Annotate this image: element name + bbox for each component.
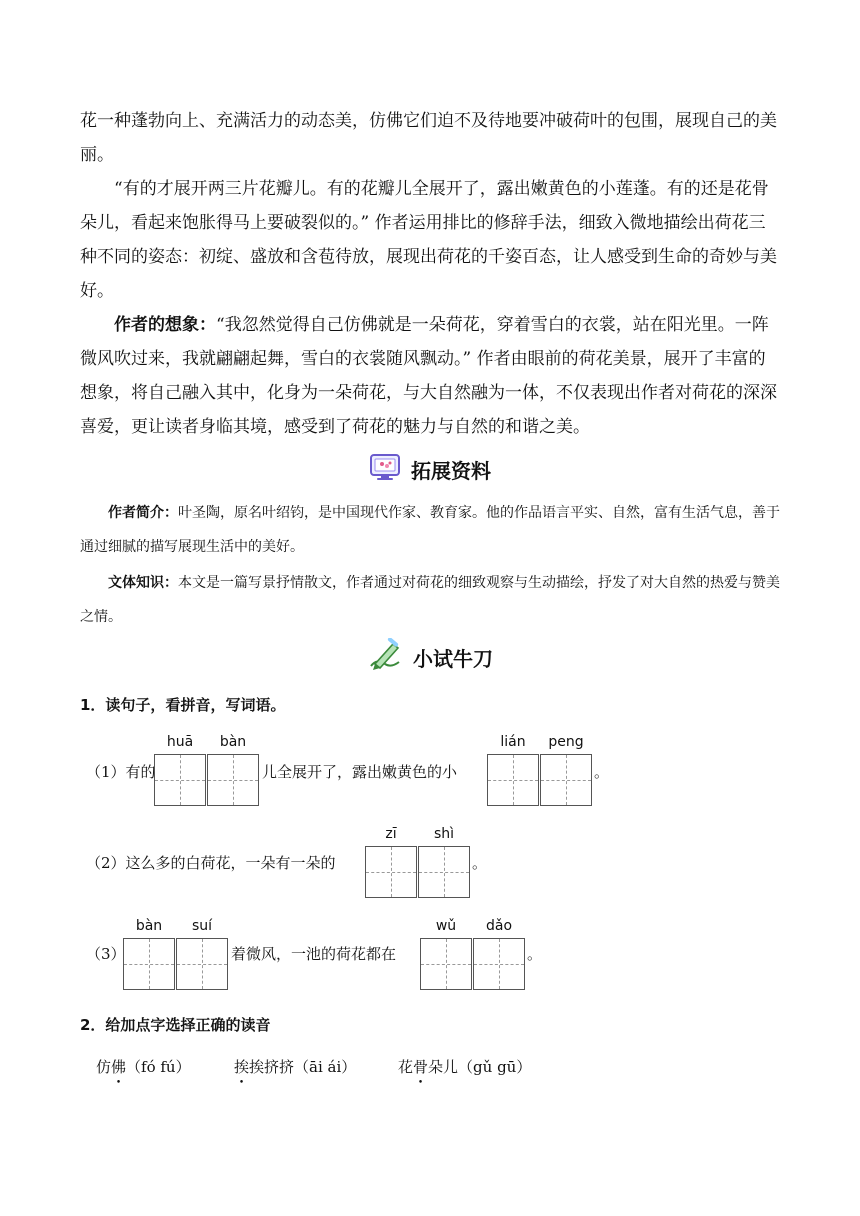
try-section-header	[0, 638, 860, 676]
writing-box[interactable]	[540, 754, 592, 806]
writing-box[interactable]	[207, 754, 259, 806]
pinyin: shì	[433, 826, 455, 842]
paragraph-1: 花一种蓬勃向上、充满活力的动态美，仿佛它们迫不及待地要冲破荷叶的包围，展现自己的美丽。	[80, 111, 777, 165]
writing-box[interactable]	[420, 938, 472, 990]
pinyin-options[interactable]: （fó fú）	[126, 1058, 191, 1076]
author-label: 作者简介：	[108, 505, 178, 521]
author-intro	[80, 496, 780, 564]
paragraph-3	[80, 308, 780, 444]
genre-knowledge	[80, 566, 780, 634]
sentence-1-middle: 儿全展开了，露出嫩黄色的小	[262, 763, 458, 781]
writing-box[interactable]	[418, 846, 470, 898]
imagination-text: “我忽然觉得自己仿佛就是一朵荷花，穿着雪白的衣裳，站在阳光里。一阵微风吹过来，我就翩翩起舞，雪白的衣裳随风飘动。” 作者由眼前的荷花美景，展开了丰富的想象，将自己融入其中，化身为一朵荷花，与大自然融为一体，不仅表现出作者对荷花的深深喜爱，更让读者身临其境，感受到了荷花的魅力与自然的和谐之美。	[80, 315, 777, 437]
sentence-3-middle: 着微风，一池的荷花都在	[231, 945, 397, 963]
word-choice-3	[398, 1056, 531, 1077]
sentence-3-start: （3）	[86, 945, 126, 963]
dotted-character: 骨	[413, 1058, 429, 1076]
word-text: 花	[398, 1058, 414, 1076]
extend-section-title: 拓展资料	[411, 458, 491, 483]
pinyin: dǎo	[485, 918, 513, 934]
dotted-character: 挨	[234, 1058, 250, 1076]
pinyin: bàn	[135, 918, 163, 934]
writing-box[interactable]	[487, 754, 539, 806]
word-text: 仿	[96, 1058, 112, 1076]
pinyin: suí	[191, 918, 213, 934]
computer-icon	[369, 452, 401, 486]
genre-text: 本文是一篇写景抒情散文，作者通过对荷花的细致观察与生动描绘，抒发了对大自然的热爱与赞美之情。	[80, 575, 780, 625]
writing-box[interactable]	[123, 938, 175, 990]
pinyin: lián	[500, 734, 526, 750]
writing-box[interactable]	[176, 938, 228, 990]
dotted-character: 佛	[111, 1058, 127, 1076]
writing-box[interactable]	[154, 754, 206, 806]
extend-section-header	[0, 452, 860, 486]
question-2: 2．给加点字选择正确的读音	[80, 1016, 271, 1034]
question-1: 1．读句子，看拼音，写词语。	[80, 696, 286, 714]
writing-box[interactable]	[365, 846, 417, 898]
imagination-label: 作者的想象：	[114, 315, 216, 335]
pinyin: zī	[385, 826, 397, 842]
sentence-1-start: （1）有的	[86, 763, 156, 781]
pen-writing-icon	[367, 638, 403, 676]
sentence-3-end: 。	[527, 945, 543, 963]
sentence-2-end: 。	[472, 854, 488, 872]
paragraph-2: “有的才展开两三片花瓣儿。有的花瓣儿全展开了，露出嫩黄色的小莲蓬。有的还是花骨朵儿，看起来饱胀得马上要破裂似的。” 作者运用排比的修辞手法，细致入微地描绘出荷花三种不同的姿态：初绽、盛放和含苞待放，展现出荷花的千姿百态，让人感受到生命的奇妙与美好。	[80, 179, 777, 301]
pinyin: huā	[166, 734, 194, 750]
pinyin-options[interactable]: （āi ái）	[294, 1058, 357, 1076]
word-choice-1	[96, 1056, 191, 1077]
word-choice-2	[234, 1056, 356, 1077]
try-section-title: 小试牛刀	[413, 646, 493, 671]
pinyin-options[interactable]: （gǔ gū）	[458, 1058, 532, 1076]
word-text: 朵儿	[428, 1058, 459, 1076]
pinyin: wǔ	[435, 918, 457, 934]
word-text: 挨挤挤	[249, 1058, 295, 1076]
pinyin: peng	[548, 734, 584, 750]
author-text: 叶圣陶，原名叶绍钧，是中国现代作家、教育家。他的作品语言平实、自然，富有生活气息，善于通过细腻的描写展现生活中的美好。	[80, 505, 780, 555]
sentence-2-text: （2）这么多的白荷花，一朵有一朵的	[86, 854, 336, 872]
sentence-1-end: 。	[594, 763, 610, 781]
pinyin: bàn	[219, 734, 247, 750]
writing-box[interactable]	[473, 938, 525, 990]
genre-label: 文体知识：	[108, 575, 178, 591]
